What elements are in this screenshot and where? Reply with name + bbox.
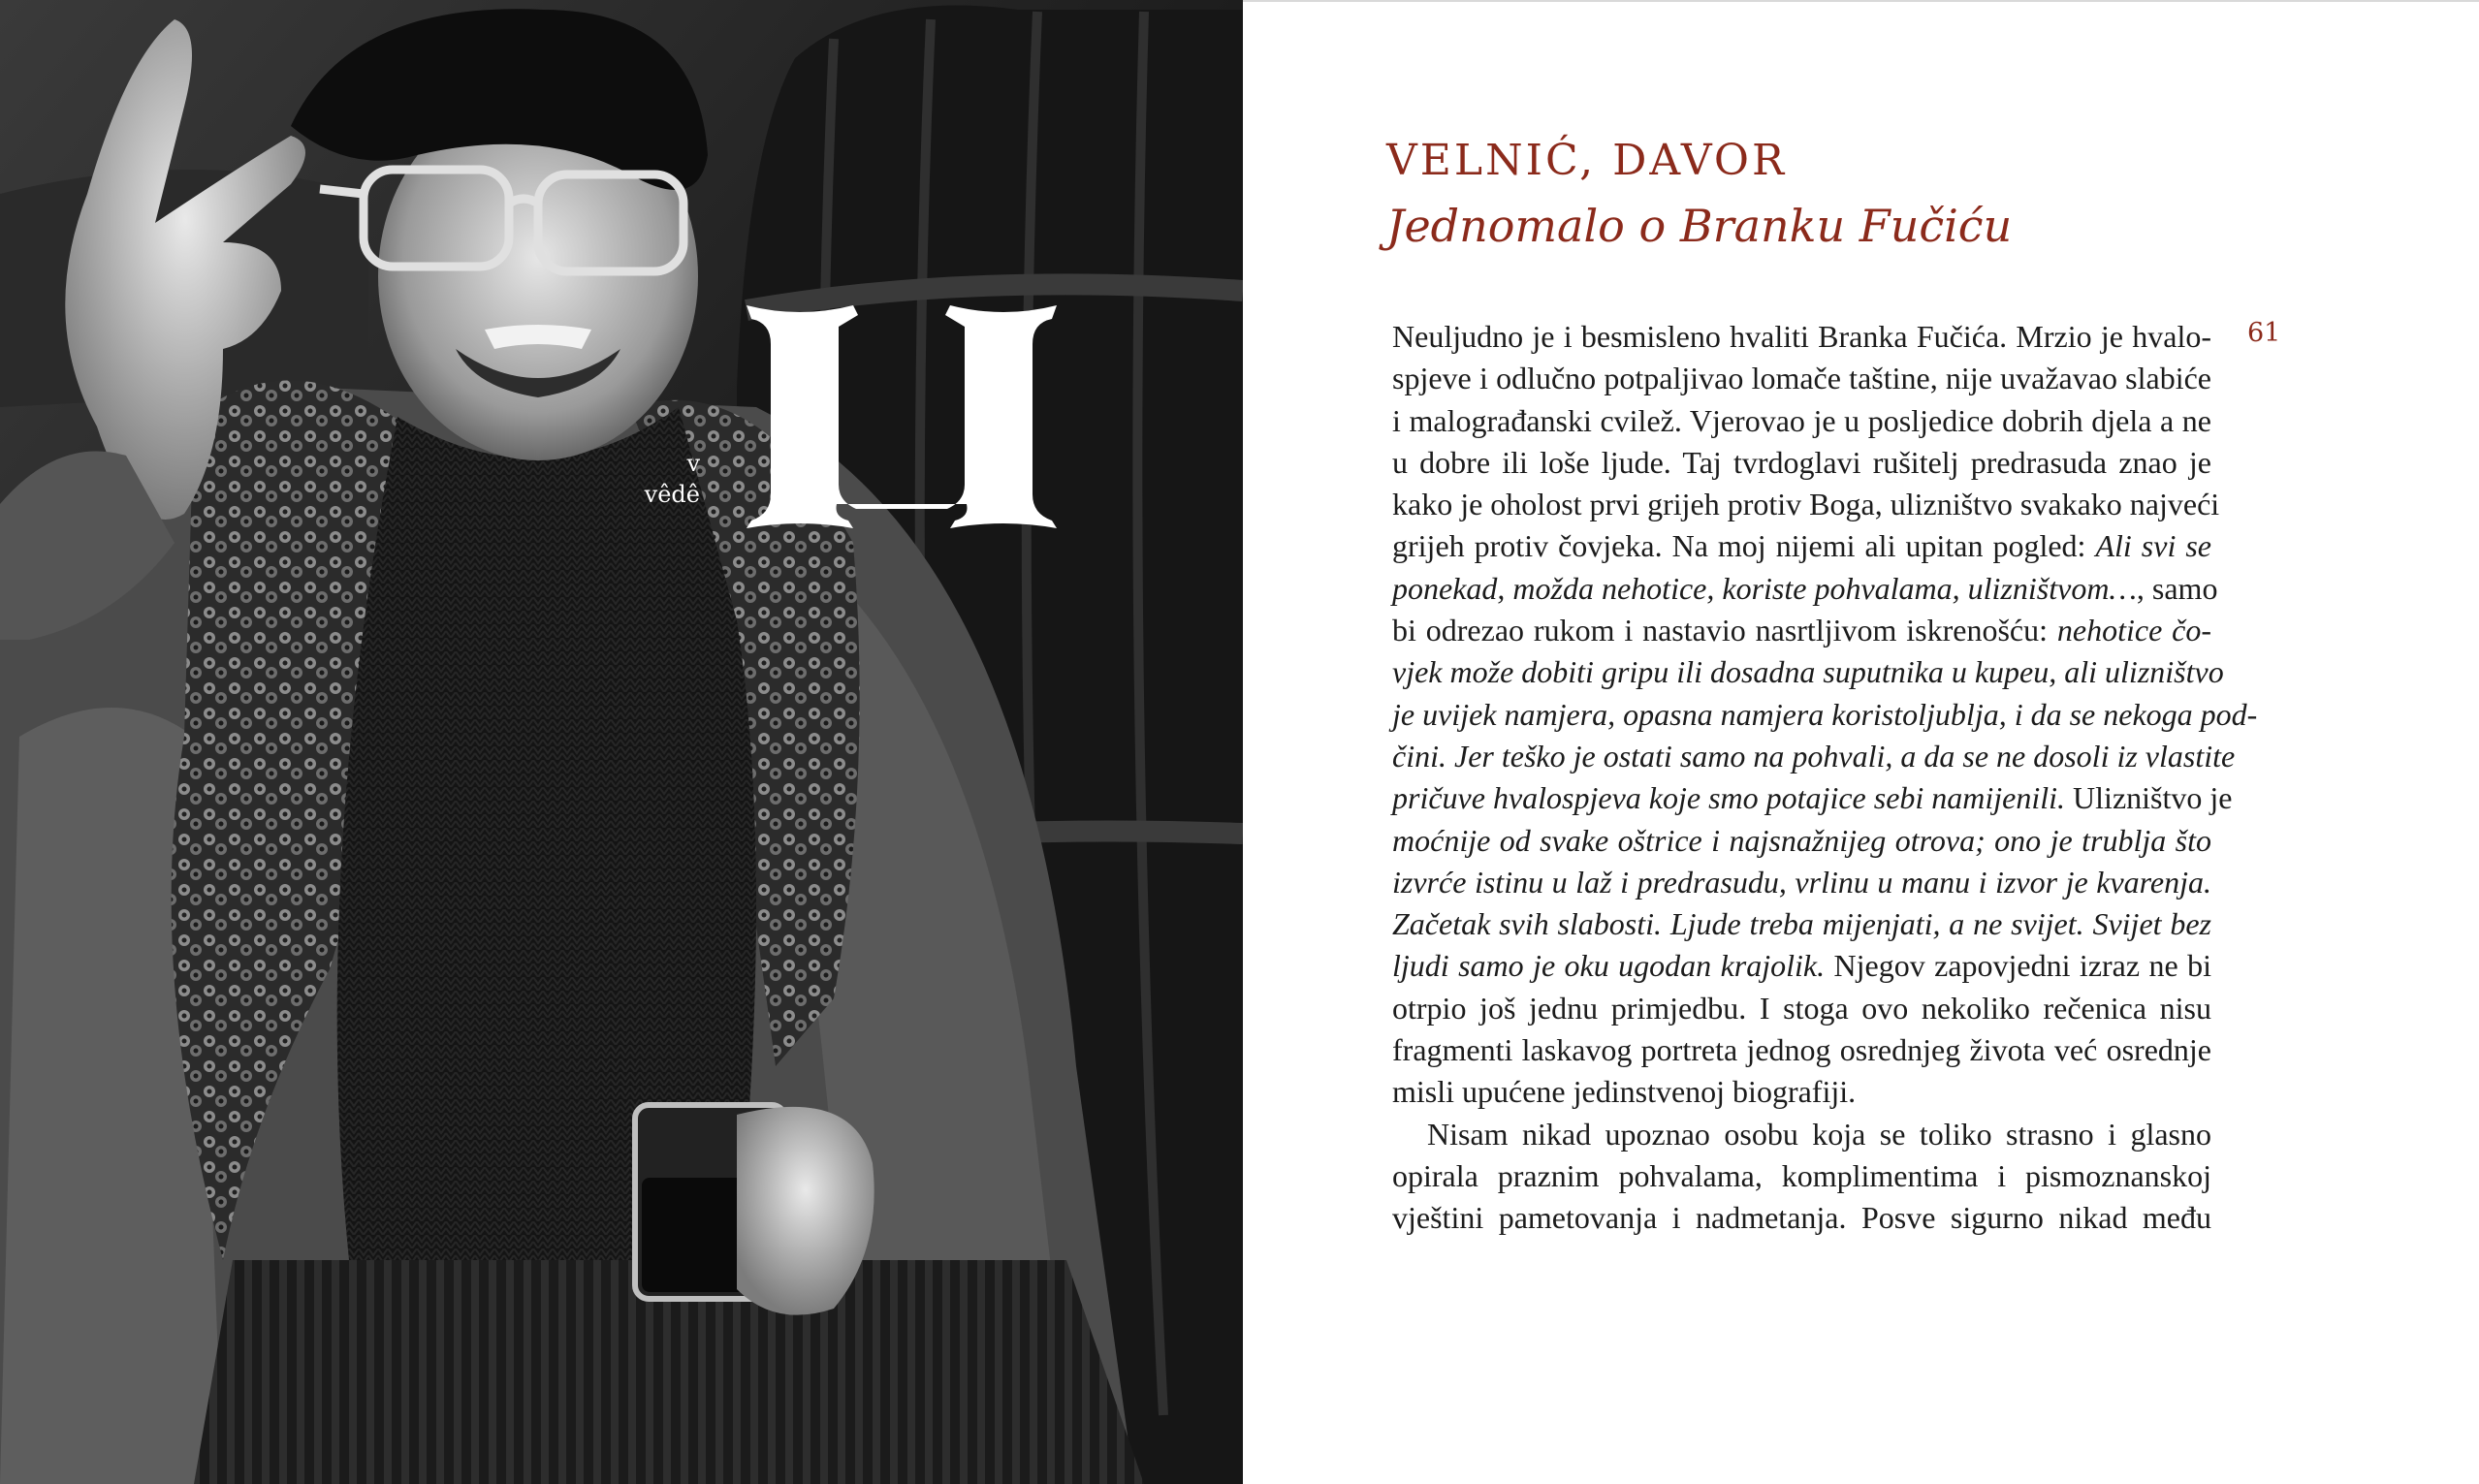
text-line — [1392, 988, 2211, 1029]
text-segment: vještini pametovanja i nadmetanja. Posve sigurno nikad među — [1392, 1200, 2211, 1236]
italic-text-segment: je uvijek namjera, opasna namjera koristoljublja, i da se nekoga pod- — [1392, 696, 2258, 732]
text-segment: Njegov zapovjedni izraz ne bi — [1825, 948, 2212, 984]
author-heading: VELNIĆ, DAVOR — [1386, 136, 1788, 185]
text-segment: spjeve i odlučno potpaljivao lomače taštine, nije uvažavao slabiće — [1392, 361, 2211, 396]
italic-text-segment: Ali svi se — [2095, 528, 2212, 564]
text-segment: kako je oholost prvi grijeh protiv Boga, ulizništvo svakako najveći — [1392, 487, 2220, 522]
italic-text-segment: ponekad, možda nehotice, koriste pohvalama, ulizništvom… — [1392, 570, 2137, 606]
text-line — [1392, 610, 2211, 651]
text-line — [1392, 316, 2211, 358]
text-segment: misli upućene jedinstvenoj biografiji. — [1392, 1074, 1857, 1110]
glyph-caption — [632, 448, 700, 510]
text-line — [1392, 903, 2211, 945]
text-segment: fragmenti laskavog portreta jednog osrednjeg života već osrednje — [1392, 1032, 2211, 1068]
text-segment: opirala praznim pohvalama, komplimentima i pismoznanskoj — [1392, 1157, 2211, 1193]
text-line — [1392, 1029, 2211, 1071]
text-segment: u dobre ili loše ljude. Taj tvrdoglavi rušitelj predrasuda znao je — [1392, 444, 2211, 480]
text-segment: bi odrezao rukom i nastavio nasrtljivom iskrenošću: — [1392, 613, 2057, 648]
text-line — [1392, 736, 2236, 777]
glyph-letter-word: vêdê — [644, 481, 700, 508]
italic-text-segment: ljudi samo je oku ugodan krajolik. — [1392, 948, 1826, 984]
text-segment: , samo — [2136, 570, 2218, 606]
text-segment: grijeh protiv čovjeka. Na moj nijemi ali upitan pogled: — [1392, 528, 2096, 564]
italic-text-segment: moćnije od svake oštrice i najsnažnijeg otrova; ono je trublja što — [1392, 822, 2211, 858]
page-top-rule — [1243, 0, 2479, 2]
text-segment: i malograđanski cvilež. Vjerovao je u posljedice dobrih djela a ne — [1392, 402, 2211, 438]
italic-text-segment: izvrće istinu u laž i predrasudu, vrlinu u manu i izvor je kvarenja. — [1392, 864, 2211, 900]
text-line — [1392, 358, 2211, 399]
text-line — [1392, 484, 2220, 525]
text-line — [1392, 1155, 2211, 1197]
text-line — [1392, 694, 2258, 736]
italic-text-segment: Začetak svih slabosti. Ljude treba mijenjati, a ne svijet. Svijet bez — [1392, 906, 2211, 942]
text-line — [1392, 568, 2218, 610]
text-line — [1392, 820, 2211, 862]
text-segment: otrpio još jednu primjedbu. I stoga ovo nekoliko rečenica nisu — [1392, 990, 2211, 1026]
italic-text-segment: čini. Jer teško je ostati samo na pohvali, a da se ne dosoli iz vlastite — [1392, 738, 2236, 774]
text-segment: Neuljudno je i besmisleno hvaliti Branka Fučića. Mrzio je hvalo- — [1392, 319, 2211, 354]
text-line — [1392, 525, 2211, 567]
italic-text-segment: pričuve hvalospjeva koje smo potajice sebi namijenili. — [1392, 780, 2066, 816]
italic-text-segment: nehotice čo- — [2056, 613, 2211, 648]
text-line — [1392, 862, 2211, 903]
chapter-title: Jednomalo o Branku Fučiću — [1386, 200, 2013, 252]
text-line — [1392, 442, 2211, 484]
text-line — [1392, 945, 2211, 987]
glagolitic-letter-icon — [742, 305, 1062, 528]
text-segment: Ulizništvo je — [2065, 780, 2233, 816]
body-text — [1392, 316, 2258, 1240]
text-line — [1392, 777, 2233, 819]
text-line — [1392, 1071, 2211, 1113]
text-segment: Nisam nikad upoznao osobu koja se toliko strasno i glasno — [1427, 1116, 2211, 1152]
glyph-letter-name: v — [686, 450, 700, 477]
italic-text-segment: vjek može dobiti gripu ili dosadna suputnika u kupeu, ali ulizništvo — [1392, 654, 2224, 690]
text-line — [1392, 1114, 2211, 1155]
text-line — [1392, 651, 2224, 693]
text-line — [1392, 400, 2211, 442]
text-line — [1392, 1197, 2211, 1239]
page-number: 61 — [2247, 318, 2281, 348]
